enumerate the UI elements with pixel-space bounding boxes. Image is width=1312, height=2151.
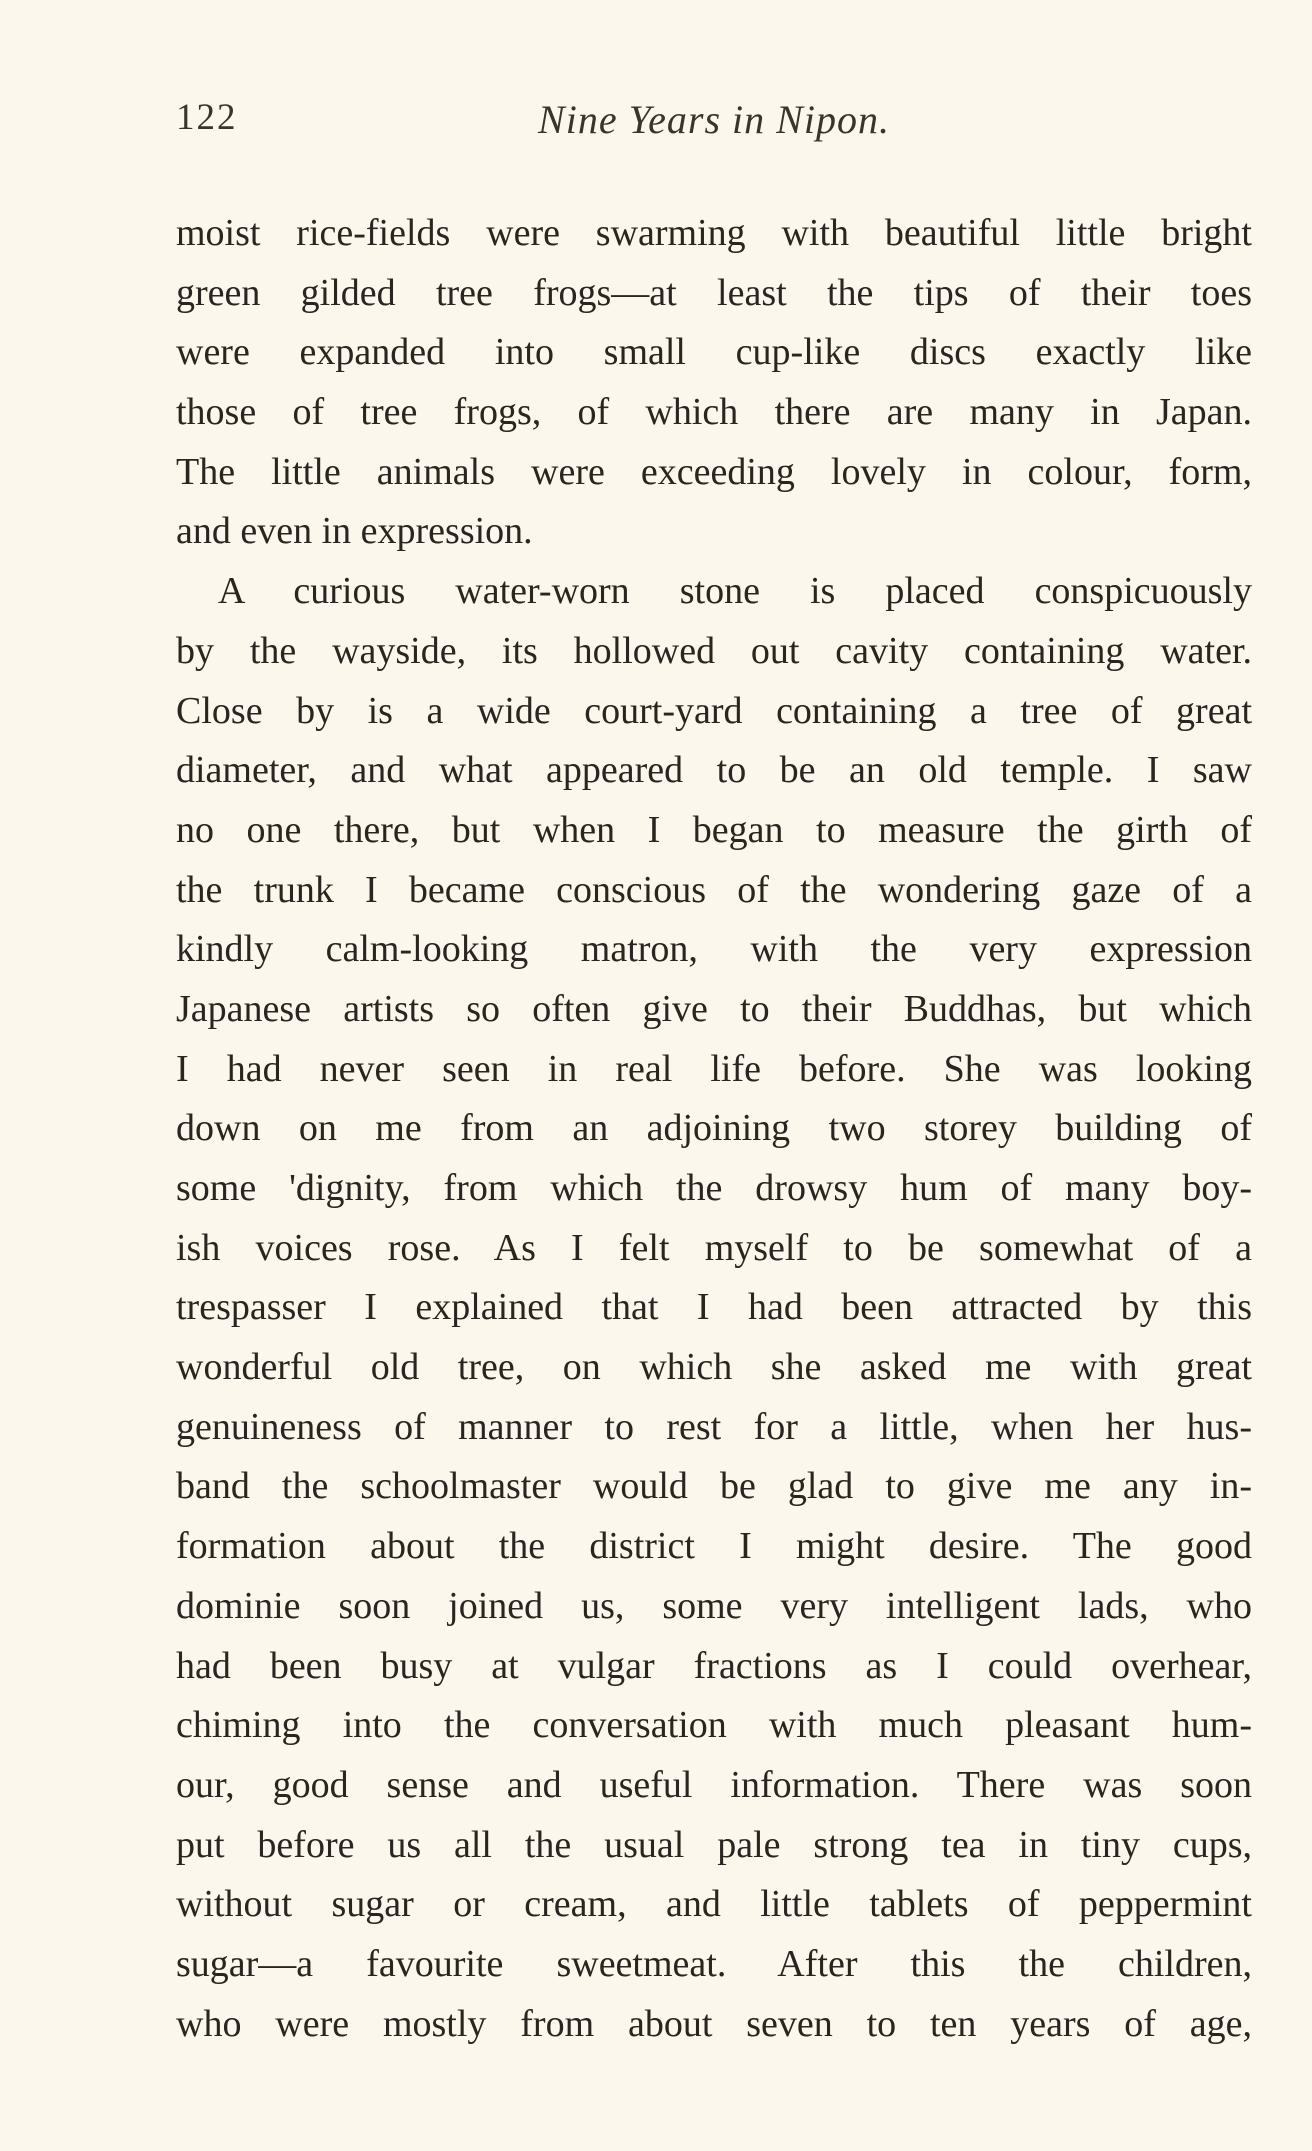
text-line: had been busy at vulgar fractions as I could overhear, [176, 1644, 1252, 1687]
page-header [176, 96, 1252, 156]
text-line: some 'dignity, from which the drowsy hum of many boy- [176, 1167, 1252, 1209]
running-title: Nine Years in Nipon. [538, 97, 890, 142]
text-line: The little animals were exceeding lovely in colour, form, [176, 450, 1252, 493]
text-line: without sugar or cream, and little tablets of peppermint [176, 1883, 1252, 1926]
text-line: green gilded tree frogs—at least the tips of their toes [176, 271, 1252, 314]
text-line: wonderful old tree, on which she asked me with great [176, 1346, 1252, 1389]
text-line: the trunk I became conscious of the wondering gaze of a [176, 868, 1252, 911]
text-line: those of tree frogs, of which there are many in Japan. [176, 391, 1252, 434]
text-line: dominie soon joined us, some very intelligent lads, who [176, 1584, 1252, 1627]
page-number: 122 [176, 97, 238, 138]
text-line: Close by is a wide court-yard containing a tree of great [176, 689, 1252, 732]
text-line: genuineness of manner to rest for a little, when her hus- [176, 1405, 1252, 1448]
text-line: kindly calm-looking matron, with the very expression [176, 928, 1252, 971]
paragraph-1 [176, 204, 1252, 562]
paragraph-2 [176, 562, 1252, 2054]
text-line: formation about the district I might desire. The good [176, 1525, 1252, 1568]
text-line: ish voices rose. As I felt myself to be somewhat of a [176, 1226, 1252, 1269]
text-line: Japanese artists so often give to their Buddhas, but which [176, 987, 1252, 1030]
text-line: I had never seen in real life before. She was looking [176, 1047, 1252, 1090]
text-line: chiming into the conversation with much pleasant hum- [176, 1704, 1252, 1747]
text-line: by the wayside, its hollowed out cavity containing water. [176, 629, 1252, 672]
text-line: who were mostly from about seven to ten years of age, [176, 2002, 1252, 2045]
text-line: diameter, and what appeared to be an old temple. I saw [176, 749, 1252, 792]
text-line: and even in expression. [176, 510, 533, 553]
text-line: A curious water-worn stone is placed conspicuously [218, 570, 1252, 613]
text-line: sugar—a favourite sweetmeat. After this the children, [176, 1942, 1252, 1985]
text-line: band the schoolmaster would be glad to give me any in- [176, 1465, 1252, 1508]
text-line: put before us all the usual pale strong tea in tiny cups, [176, 1823, 1252, 1866]
text-line: down on me from an adjoining two storey building of [176, 1107, 1252, 1150]
text-line: trespasser I explained that I had been attracted by this [176, 1286, 1252, 1329]
text-line: moist rice-fields were swarming with beautiful little bright [176, 212, 1252, 254]
body-text [176, 204, 1252, 2054]
text-line: our, good sense and useful information. There was soon [176, 1763, 1252, 1806]
text-line: were expanded into small cup-like discs exactly like [176, 331, 1252, 374]
text-line: no one there, but when I began to measure the girth of [176, 808, 1252, 851]
